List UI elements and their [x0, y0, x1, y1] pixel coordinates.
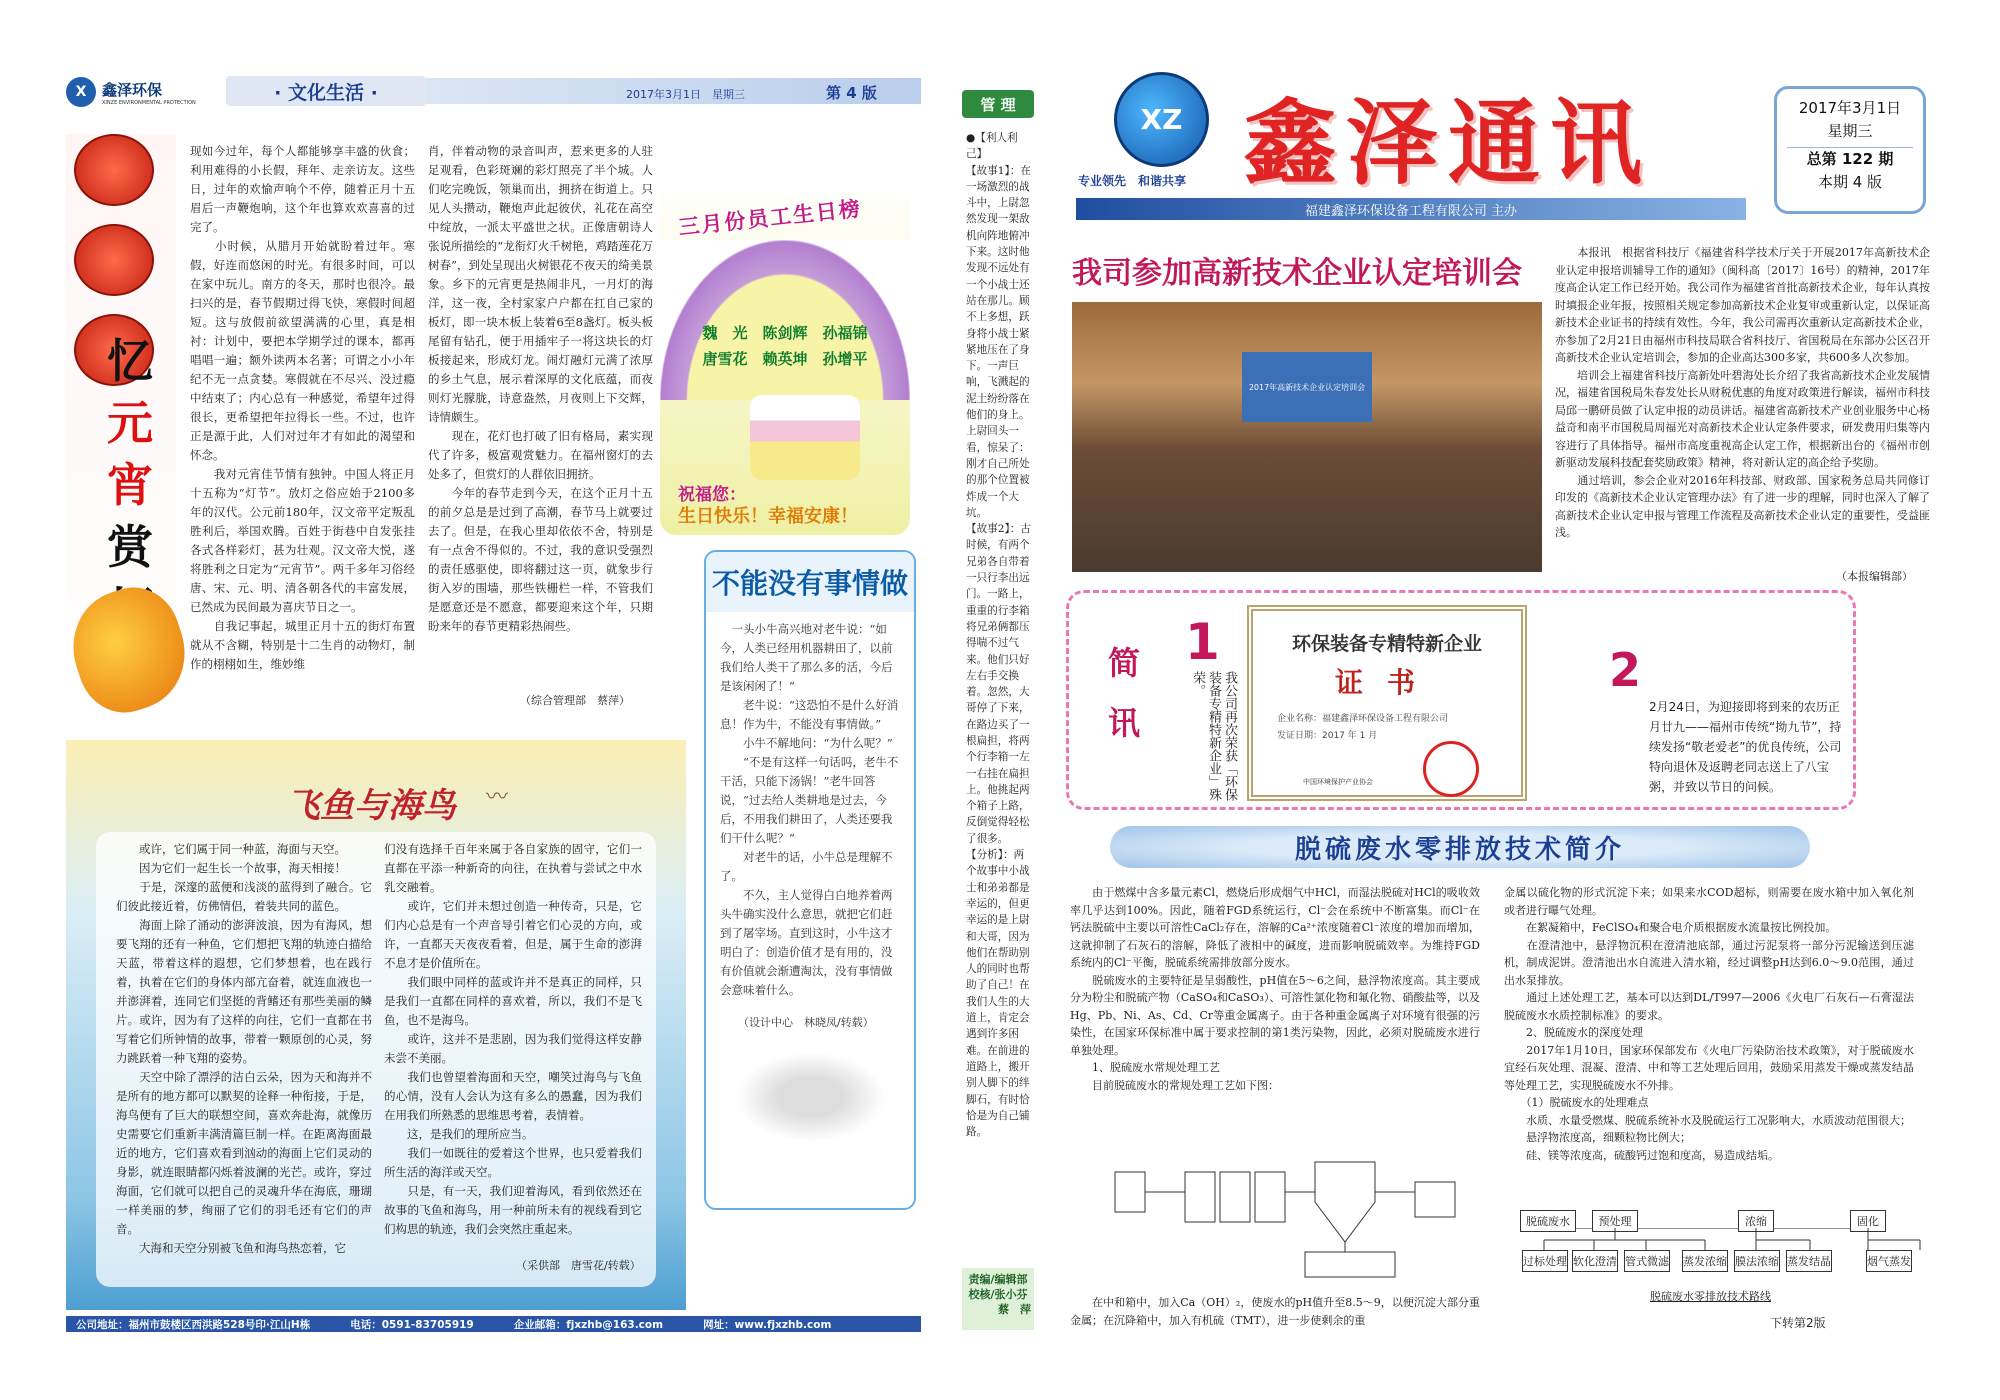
management-title: 管 理	[962, 90, 1034, 118]
flow-box: 蒸发结晶	[1786, 1250, 1832, 1272]
editor-credit: 责编/编辑部 校核/张小芬 蔡 萍	[962, 1268, 1034, 1330]
vertical-title-char: 元	[107, 396, 153, 450]
issue-date: 2017年3月1日	[1798, 99, 1902, 117]
flow-box: 脱硫废水	[1520, 1210, 1576, 1232]
certificate-details	[1277, 711, 1507, 745]
zero-discharge-flow	[1520, 1210, 1930, 1305]
company-logo	[66, 72, 206, 112]
continued-note: 下转第2版	[1770, 1316, 1826, 1330]
publisher-bar: 福建鑫泽环保设备工程有限公司 主办	[1076, 198, 1746, 220]
treatment-process-diagram	[1105, 1132, 1485, 1292]
vertical-title-char: 赏	[107, 520, 153, 574]
cake-icon	[750, 395, 860, 480]
flow-box: 蒸发浓缩	[1682, 1250, 1728, 1272]
brief-number: 2	[1609, 643, 1642, 697]
lantern-icon	[74, 134, 154, 206]
story-box	[704, 550, 916, 1210]
story-body: 一头小牛高兴地对老牛说：“如今，人类已经用机器耕田了，以前我们给人类干了那么多的活，今后是该闲闲了！” 老牛说：“这恐怕不是什么好消息！作为牛，不能没有事情做。” 小牛不解地问：“为什么呢？” “不是有这样一句话吗，老牛不干活，只能下汤锅！”老牛回答说，“过去给人类耕地是过去，今后，不用我们耕田了，人类还要我们干什么呢？” 对老牛的话，小牛总是理解不了。 不久，主人觉得白白地养着两头牛确实没什么意思，就把它们赶到了屠宰场。直到这时，小牛这才明白了：创造价值才是有用的，没有价值就会渐遭淘汰，没有事情做会意味着什么。	[720, 622, 899, 997]
meeting-photo	[1072, 302, 1542, 572]
certificate-heading: 环保装备专精特新企业	[1291, 633, 1482, 655]
photo-screen: 2017年高新技术企业认定培训会	[1242, 352, 1372, 422]
story-credit: （设计中心 林晓凤/转载）	[738, 1016, 874, 1029]
birthday-title: 三月份员工生日榜	[677, 196, 863, 240]
headline: 我司参加高新技术企业认定培训会	[1072, 256, 1522, 291]
news-briefs	[1066, 590, 1856, 810]
tech-article-col1-cont: 在中和箱中，加入Ca（OH）₂，使废水的pH值升至8.5～9，以便沉淀大部分重金属；在沉降箱中，加入有机硫（TMT），进一步使剩余的重	[1070, 1296, 1480, 1327]
footer-phone: 电话：0591-83705919	[350, 1318, 474, 1331]
birthday-board	[660, 180, 910, 535]
logo-sub: XINZE ENVIRONMENTAL PROTECTION	[102, 99, 196, 106]
birthday-names	[660, 320, 910, 372]
lantern-article-col1: 现如今过年，每个人都能够享丰盛的伙食；利用难得的小长假，拜年、走亲访友。这些日，过年的欢愉声响个不停，随着正月十五眉后一声鞭炮响，这个年也算欢欢喜喜的过完了。 小时候，从腊月开始就盼着过年。寒假，好连而悠闲的时光。有很多时间，可以在家中玩儿。南方的冬天，那时也很冷。最扫兴的是，春节假期过得飞快，寒假时间超短。这与放假前欲望满满的心里，真是相衬：计划中，要把本学期学过的课本，都再唱唱一遍；额外读两本名著；可谓之小小年纪不无一点贪婪。寒假就在不尽兴、没过瘾中结束了；内心总有一种感觉，希望年过得很长，更希望把年拉得长一些。不过，也许正是源于此，人们对过年才有如此的渴望和怀念。 我对元宵佳节情有独钟。中国人将正月十五称为“灯节”。放灯之俗应始于2100多年的汉代。公元前180年，汉文帝平定叛乱胜利后，举国欢腾。百姓于街巷中自发张挂各式各样彩灯，甚为壮观。汉文帝大悦，遂将胜利之日定为“元宵节”。两千多年习俗经唐、宋、元、明、清各朝各代的丰富发展，已然成为民间最为喜庆节日之一。 自我记事起，城里正月十五的街灯布置就从不含糊，特别是十二生肖的动物灯，制作的栩栩如生，维妙维	[190, 144, 415, 671]
left-page-header	[66, 72, 921, 114]
flow-box: 软化澄清	[1572, 1250, 1618, 1272]
training-article: 本报讯 根据省科技厅《福建省科学技术厅关于开展2017年高新技术企业认定申报培训辅导工作的通知》（闽科高〔2017〕16号）的精神，2017年度高企认定工作已经开始。我公司作为福建省首批高新技术企业，每年认真按时填报企业年报，按照相关规定参加高新技术企业复审或重新认定，以保证高新技术企业证书的持续有效性。今年，我公司需再次重新认定高新技术企业，亦参加了2月21日由福州市科技局联合省科技厅、省国税局在东部办公区召开高新技术企业认定培训会，参加的企业高达300多家，共600多人次参加。 培训会上福建省科技厅高新处叶碧海处长介绍了我省高新技术企业发展情况，福建省国税局朱春发处长从财税优惠的角度对政策进行解读，福州市科技局邱一鹏研员做了认定申报的动员讲话。福建省高新技术产业创业服务中心杨益奇和南平市国税局周福光对高新技术企业认定条件要求，研发费用归集等内容进行了具体指导。福州市高度重视高企认定工作，根据新出台的《福州市创新驱动发展科技配套奖励政策》精神，将对新认定的高企给予奖励。 通过培训，参会企业对2016年科技部、财政部、国家税务总局共同修订印发的《高新技术企业认定管理办法》有了进一步的理解，同时也深入了解了高新技术企业认定申报与管理工作流程及高新技术企业认定的重要性，受益匪浅。	[1555, 246, 1930, 539]
certificate-issuer: 中国环境保护产业协会	[1303, 778, 1373, 786]
training-article-credit: （本报编辑部）	[1836, 570, 1913, 583]
story-title: 不能没有事情做	[706, 552, 914, 612]
flow-box: 过标处理	[1522, 1250, 1568, 1272]
sea-article-title: 飞鱼与海鸟	[286, 786, 456, 826]
red-seal-icon	[1423, 741, 1479, 797]
management-column	[962, 90, 1040, 1330]
flow-box: 膜法浓缩	[1734, 1250, 1780, 1272]
tech-article-col2: 金属以硫化物的形式沉淀下来；如果来水COD超标，则需要在废水箱中加入氧化剂或者进行曝气处理。 在絮凝箱中，FeClSO₄和聚合电介质根据废水流量按比例投加。 在澄清池中，悬浮物沉积在澄清池底部，通过污泥泵将一部分污泥输送到压滤机，制成泥饼。澄清池出水自流进入清水箱，经过调整pH达到6.0～9.0范围，通过出水泵排放。 通过上述处理工艺，基本可以达到DL/T997—2006《火电厂石灰石—石膏湿法脱硫废水水质控制标准》的要求。 2、脱硫废水的深度处理 2017年1月10日，国家环保部发布《火电厂污染防治技术政策》，对于脱硫废水宜经石灰处理、混凝、澄清、中和等工艺处理后回用，鼓励采用蒸发干燥或蒸发结晶等处理工艺，实现脱硫废水不外排。 （1）脱硫废水的处理难点 水质、水量受燃煤、脱硫系统补水及脱硫运行工况影响大，水质波动范围很大； 悬浮物浓度高，细颗粒物比例大； 硅、镁等浓度高，硫酸钙过饱和度高，易造成结垢。	[1504, 886, 1914, 1162]
company-footer	[66, 1316, 921, 1332]
brief-2-text: 2月24日，为迎接即将到来的农历正月廿九——福州市传统“拗九节”，持续发扬“敬老爱老”的优良传统，公司特向退休及返聘老同志送上了八宝粥，并致以节日的问候。	[1649, 700, 1842, 794]
birthday-names-row: 魏 光 陈剑辉 孙福锦	[702, 324, 868, 342]
issue-weekday: 星期三	[1827, 122, 1873, 140]
footer-email: 企业邮箱：fjxzhb@163.com	[513, 1318, 664, 1331]
logo-mark-icon: X	[66, 77, 96, 107]
flow-box: 管式微滤	[1624, 1250, 1670, 1272]
brief-1-text: 我公司再次荣获「环保装备专精特新企业」殊荣。	[1190, 671, 1237, 801]
brief-number: 1	[1185, 613, 1220, 671]
certificate-date: 发证日期：2017 年 1 月	[1277, 731, 1378, 741]
certificate-company: 企业名称：福建鑫泽环保设备工程有限公司	[1277, 714, 1449, 724]
briefs-label: 简讯	[1107, 644, 1140, 742]
seagull-icon: 〰	[486, 785, 509, 810]
flow-box: 固化	[1850, 1210, 1886, 1232]
lantern-article-credit: （综合管理部 蔡萍）	[520, 694, 630, 707]
issue-info-box	[1774, 86, 1926, 214]
birthday-wish: 生日快乐！幸福安康！	[678, 506, 858, 527]
section-title: · 文化生活 ·	[226, 76, 426, 106]
footer-website: 网址：www.fjxzhb.com	[703, 1318, 832, 1331]
birthday-greeting: 祝福您：	[678, 485, 746, 505]
tech-article-title: 脱硫废水零排放技术简介	[1110, 826, 1810, 868]
farmer-ox-illustration	[736, 1052, 886, 1142]
footer-address: 公司地址：福州市鼓楼区西洪路528号印·江山H栋	[76, 1318, 311, 1331]
vertical-title-char: 宵	[107, 458, 153, 512]
lantern-article-col2: 肖，伴着动物的录音叫声，惹来更多的人驻足观看，色彩斑斓的彩灯照亮了半个城。人们吃完晚饭，领巢而出，拥挤在街道上。只见人头攒动，鞭炮声此起彼伏，礼花在高空中绽放，一派太平盛世之状。正像唐朝诗人张说所描绘的“龙衔灯火千树艳，鸡踏莲花万树春”，到处呈现出火树银花不夜天的绮美景象。乡下的元宵更是热闹非凡，一月灯的海洋，这一夜，全村家家户户都在扛自己家的板灯，即一块木板上装着6至8盏灯。板头板尾留有钻孔，便于用插牢子一将这块长的灯板接起来，形成灯龙。闹灯融灯元满了浓厚的乡土气息，展示着深厚的文化底蕴，而夜则灯光朦胧，诗意盎然，月夜则上下交辉，诗情颇生。 现在，花灯也打破了旧有格局，素实现代了许多，极富观赏魅力。在福州窗灯的去处多了，但赏灯的人群依旧拥挤。 今年的春节走到今天，在这个正月十五的前夕总是是过到了高潮，春节马上就要过去了。但是，在我心里却依依不舍，特别是有一点舍不得似的。不过，我的意识受强烈的责任感驱使，即将翻过这一页，就象步行街入岁的围墙，那些铁栅栏一样，不管我们是愿意还是不愿意，都要迎来这个年，只期盼来年的春节更精彩热闹些。	[428, 144, 653, 633]
birthday-names-row: 唐雪花 赖英坤 孙增平	[702, 350, 868, 368]
logo-name: 鑫泽环保	[102, 80, 163, 99]
left-page-date: 2017年3月1日 星期三	[626, 88, 745, 101]
sea-text-panel	[96, 832, 656, 1287]
sea-article-credit: （采供部 唐雪花/转载）	[516, 1259, 641, 1272]
vertical-title-char: 忆	[107, 334, 153, 388]
sea-article-col2: 们没有选择千百年来属于各自家族的固守，它们一直都在平添一种新奇的向往，在执着与尝试之中水乳交融着。 或许，它们并未想过创造一种传奇，只是，它们内心总是有一个声音导引着它们心灵的方向，或许，一直都天天夜夜看着，但是，属于生命的澎湃不息才是价值所在。 我们眼中同样的蓝或许并不是真正的同样，只是我们一直都在同样的喜欢着，所以，我们不是飞鱼，也不是海鸟。 或许，这并不是悲剧，因为我们觉得这样安静未尝不美丽。 我们也曾望着海面和天空，嘲笑过海鸟与飞鱼的心情，没有人会认为这有多么的愚蠢，因为我们在用我们所熟悉的思维思考着，表情着。 这，是我们的理所应当。 我们一如既往的爱着这个世界，也只爱着我们所生活的海洋或天空。 只是，有一天，我们迎着海风，看到依然还在故事的飞鱼和海鸟，用一种前所未有的视线看到它们构思的轨迹，我们会突然庄重起来。	[384, 842, 642, 1236]
flow-caption: 脱硫废水零排放技术路线	[1650, 1290, 1771, 1303]
sea-article	[66, 740, 686, 1310]
management-text: ●【利人利己】 【故事1】：在一场激烈的战斗中，上尉忽然发现一架敌机向阵地俯冲下来。这时他发现不远处有一个小战士还站在那儿。顾不上多想，跃身将小战士紧紧地压在了身下。一声巨响，飞溅起的泥土纷纷落在他们的身上。上尉回头一看，惊呆了：刚才自己所处的那个位置被炸成一个大坑。 【故事2】：古时候，有两个兄弟各自带着一只行李出远门。一路上，重重的行李箱将兄弟俩都压得喘不过气来。他们只好左右手交换着。忽然，大哥停了下来，在路边买了一根扁担，将两个行李箱一左一右挂在扁担上。他挑起两个箱子上路，反倒觉得轻松了很多。 【分析】：两个故事中小战士和弟弟都是幸运的，但更幸运的是上尉和大哥，因为他们在帮助别人的同时也帮助了自己！在我们人生的大道上，肯定会遇到许多困难。在前进的道路上，搬开别人脚下的绊脚石，有时恰恰是为自己铺路。	[966, 132, 1032, 1139]
flow-box: 浓缩	[1738, 1210, 1774, 1232]
lantern-icon	[74, 224, 154, 296]
certificate-word: 证书	[1334, 666, 1439, 699]
masthead-logo-icon: XZ	[1114, 72, 1209, 167]
issue-total: 总第 122 期	[1806, 150, 1894, 168]
flow-box: 烟气蒸发	[1866, 1250, 1912, 1272]
certificate-image	[1247, 605, 1527, 801]
masthead-title: 鑫泽通讯	[1244, 89, 1653, 197]
page-number: 第 4 版	[826, 84, 877, 102]
sea-article-col1: 或许，它们属于同一种蓝，海面与天空。 因为它们一起生长一个故事，海天相接！ 于是，深邃的蓝便和浅淡的蓝得到了融合。它们彼此接近着，仿佛情侣，着装共同的蓝色。 海面上除了涌动的澎湃波浪，因为有海风，想要飞翔的还有一种鱼，它们想把飞翔的轨迹白描给天蓝，带着这样的遐想，它们梦想着，也在践行着，执着在它们的身体内部亢奋着，就连血液也一并澎湃着，连同它们坚挺的背鳍还有那些美丽的鳞片。或许，因为有了这样的向往，它们一直都在书写着它们所钟情的故事，带着一颗原创的心灵，努力跳跃着一种飞翔的姿势。 天空中除了漂浮的洁白云朵，因为天和海并不是所有的地方都可以默契的诠释一种衔接，于是，海鸟便有了巨大的联想空间，喜欢奔赴海，就像历史需要它们重新丰满清篇巨制一样。在距离海面最近的地方，它们喜欢看到汹动的海面上它们灵动的身影，就连眼睛都闪烁着波澜的光芒。或许，穿过海面，它们就可以把自己的灵魂升华在海底，珊瑚一样美丽的梦，绚丽了它们的羽毛还有它们的声音。 大海和天空分别被飞鱼和海鸟热恋着，它	[116, 842, 372, 1255]
flow-box: 预处理	[1592, 1210, 1638, 1232]
tech-article-col1: 由于燃煤中含多量元素Cl，燃烧后形成烟气中HCl，而湿法脱硫对HCl的吸收效率几乎达到100%。因此，随着FGD系统运行，Cl⁻会在系统中不断富集。而Cl⁻在钙法脱硫中主要以可溶性CaCl₂存在，溶解的Ca²⁺浓度随着Cl⁻浓度的增加而增加，这就抑制了石灰石的溶解，降低了液相中的碱度，进而影响脱硫效率。为维持FGD系统内的Cl⁻平衡，脱硫系统需排放部分废水。 脱硫废水的主要特征是呈弱酸性，pH值在5～6之间，悬浮物浓度高。其主要成分为粉尘和脱硫产物（CaSO₄和CaSO₃）、可溶性氯化物和氟化物、硝酸盐等，以及Hg、Pb、Ni、As、Cd、Cr等重金属离子。由于各种重金属离子对环境有很强的污染性，在国家环保标准中属于要求控制的第1类污染物，因此，必须对脱硫废水进行单独处理。 1、脱硫废水常规处理工艺 目前脱硫废水的常规处理工艺如下图：	[1070, 886, 1480, 1092]
slogan: 专业领先 和谐共享	[1078, 174, 1187, 188]
issue-pages: 本期 4 版	[1817, 173, 1883, 191]
